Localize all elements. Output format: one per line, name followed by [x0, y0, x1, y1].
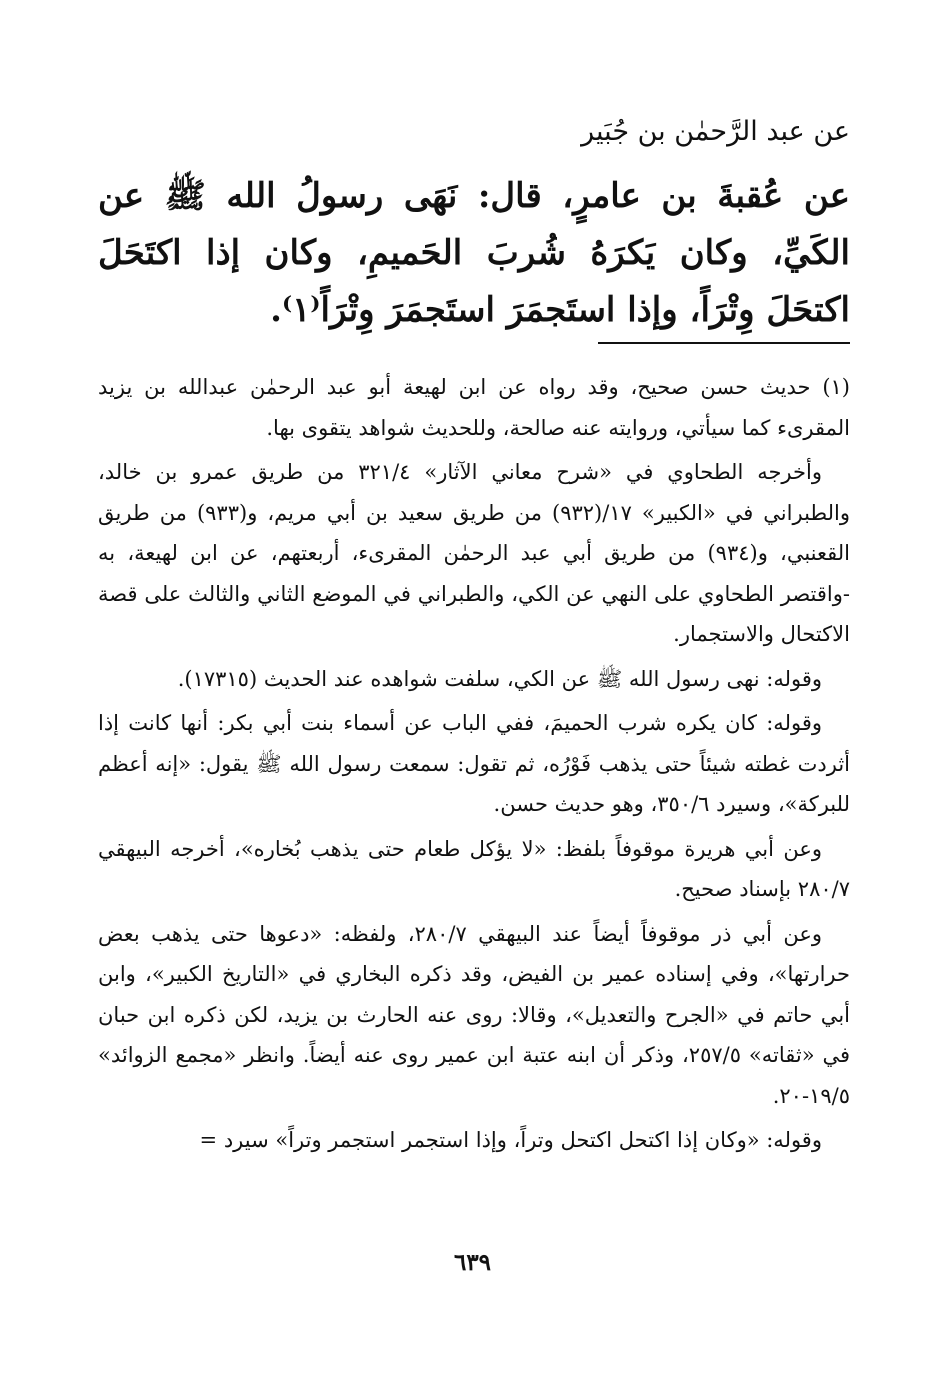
- footnote-paragraph: وقوله: «وكان إذا اكتحل اكتحل وتراً، وإذا استجمر استجمر وتراً» سيرد =: [199, 1128, 822, 1152]
- footnote-paragraph: وعن أبي ذر موقوفاً أيضاً عند البيهقي ٢٨٠/٧، ولفظه: «دعوها حتى يذهب بعض حرارتها»، وفي إسناده عمير بن الفيض، وقد ذكره البخاري في «التاريخ الكبير»، وابن أبي حاتم في «الجرح والتعديل»، وقالا: روى عنه الحارث بن يزيد، لكن ذكره ابن حبان في «ثقاته» ٢٥٧/٥، وذكر أن ابنه عتبة ابن عمير روى عنه أيضاً. وانظر «مجمع الزوائد» ١٩/٥-٢٠.: [98, 921, 851, 1108]
- footnote-paragraph: وقوله: نهى رسول الله ﷺ عن الكي، سلفت شواهده عند الحديث (١٧٣١٥).: [177, 666, 822, 691]
- footnote-1: (١) حديث حسن صحيح، وقد رواه عن ابن لهيعة أبو عبد الرحمٰن عبدالله بن يزيد المقرىء كما سيأتي، وروايته عنه صالحة، وللحديث شواهد يتقوى بها.: [98, 375, 850, 440]
- footnotes: [98, 367, 850, 1165]
- isnad-line: عن عبد الرَّحمٰن بن جُبَير: [581, 116, 850, 147]
- footnote-paragraph: وعن أبي هريرة موقوفاً بلفظ: «لا يؤكل طعام حتى يذهب بُخاره»، أخرجه البيهقي ٢٨٠/٧ بإسناد صحيح.: [98, 836, 850, 901]
- footnote-paragraph: وقوله: كان يكره شرب الحميمَ، ففي الباب عن أسماء بنت أبي بكر: أنها كانت إذا أثردت غطته شيئاً حتى يذهب فَوْرُه، ثم تقول: سمعت رسول الله ﷺ يقول: «إنه أعظم للبركة»، وسيرد ٣٥٠/٦، وهو حديث حسن.: [98, 711, 850, 816]
- footnote-separator: [598, 342, 850, 344]
- footnote-paragraph: وأخرجه الطحاوي في «شرح معاني الآثار» ٣٢١/٤ من طريق عمرو بن خالد، والطبراني في «الكبير» ١٧/(٩٣٢) من طريق سعيد بن أبي مريم، و(٩٣٣) من طريق القعنبي، و(٩٣٤) من طريق أبي عبد الرحمٰن المقرىء، أربعتهم، عن ابن لهيعة، به -واقتصر الطحاوي على النهي عن الكي، والطبراني في الموضع الثاني والثالث على قصة الاكتحال والاستجمار.: [98, 460, 851, 646]
- page-number: ٦٣٩: [453, 1249, 492, 1276]
- hadith-text: عن عُقبةَ بن عامرٍ، قال: نَهَى رسولُ الله ﷺ عن الكَيِّ، وكان يَكرَهُ شُربَ الحَميمِ، وكان إذا اكتَحَلَ اكتحَلَ وِتْرَاً، وإذا استَجمَرَ استَجمَرَ وِتْرَاً⁽١⁾.: [98, 176, 850, 330]
